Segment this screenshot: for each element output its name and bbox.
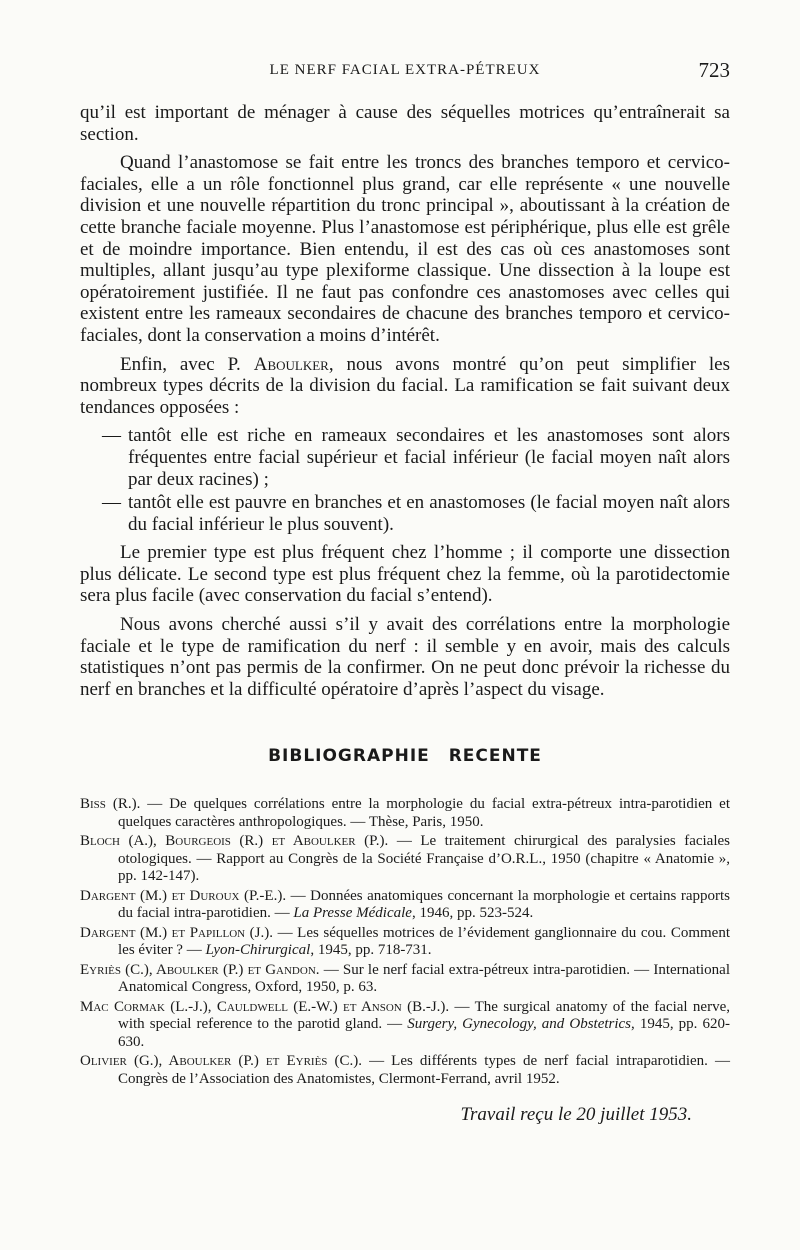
reference-authors: Mac Cormak (L.-J.), Cauldwell (E.-W.) et Anson (B.-J.). xyxy=(80,998,450,1015)
running-head xyxy=(80,58,730,86)
page-number: 723 xyxy=(698,58,730,82)
body-text xyxy=(80,102,730,700)
paragraph-3 xyxy=(80,354,730,419)
reference-text: — Sur le nerf facial extra-pétreux intra-parotidien. — International Anatomical Congress, Oxford, 1950, p. 63. xyxy=(118,961,730,996)
paragraph-3-start: Enfin, avec P. xyxy=(120,353,241,375)
reference-text: — De quelques corrélations entre la morphologie du facial extra-pétreux intra-parotidien et quelques caractères anthropologiques. — Thèse, Paris, 1950. xyxy=(118,796,730,830)
reference-item xyxy=(80,1053,730,1088)
list-item xyxy=(80,492,730,535)
paragraph-2: Quand l’anastomose se fait entre les troncs des branches temporo et cervico-faciales, elle a un rôle fonctionnel plus grand, car elle représente « une nouvelle division et une nouvelle répartition du tronc principal », aboutissant à la création de cette branche faciale moyenne. Plus l’anastomose est périphérique, plus elle est grêle et de moindre importance. Bien entendu, il est des cas où ces anastomoses sont multiples, allant jusqu’au type plexiforme classique. Une dissection à la loupe est opératoirement justifiée. Il ne faut pas confondre ces anastomoses avec celles qui existent entre les rameaux secondaires de chacune des branches temporo et cervico-faciales, dont la conservation a moins d’intérêt. xyxy=(80,152,730,346)
reference-authors: Biss (R.). xyxy=(80,796,141,813)
paragraph-1: qu’il est important de ménager à cause des séquelles motrices qu’entraînerait sa section. xyxy=(80,102,730,145)
list-item-text: tantôt elle est pauvre en branches et en anastomoses (le facial moyen naît alors du facial inférieur le plus souvent). xyxy=(128,492,730,535)
bibliography-heading-word-2: RECENTE xyxy=(448,746,542,767)
reference-item xyxy=(80,962,730,997)
reference-authors: Eyriès (C.), Aboulker (P.) et Gandon. xyxy=(80,961,320,978)
list-item-text: tantôt elle est riche en rameaux secondaires et les anastomoses sont alors fréquentes entre facial supérieur et facial inférieur (le facial moyen naît alors par deux racines) ; xyxy=(128,425,730,490)
reference-text: — Les différents types de nerf facial intraparotidien. — Congrès de l’Association des Anatomistes, Clermont-Ferrand, avril 1952. xyxy=(118,1053,730,1087)
received-date-note: Travail reçu le 20 juillet 1953. xyxy=(460,1104,692,1126)
reference-authors: Olivier (G.), Aboulker (P.) et Eyriès (C.). xyxy=(80,1053,362,1070)
reference-tail: , 1945, pp. 718-731. xyxy=(310,942,432,959)
bibliography-list xyxy=(80,796,730,1088)
reference-item xyxy=(80,999,730,1052)
reference-item xyxy=(80,833,730,886)
reference-item xyxy=(80,925,730,960)
reference-text: — Les séquelles motrices de l’évidement ganglionnaire du cou. Comment les éviter ? — xyxy=(118,924,730,959)
dash-marker: — xyxy=(102,492,121,514)
reference-authors: Dargent (M.) et Papillon (J.). xyxy=(80,924,274,941)
reference-authors: Bloch (A.), Bourgeois (R.) et Aboulker (P.). xyxy=(80,833,389,850)
reference-authors: Dargent (M.) et Duroux (P.-E.). xyxy=(80,887,287,904)
reference-text: — The surgical anatomy of the facial nerve, with special reference to the parotid gland. — xyxy=(118,998,730,1033)
dash-marker: — xyxy=(102,425,121,447)
reference-journal: Surgery, Gynecology, and Obstetrics xyxy=(407,1016,632,1033)
author-name: Aboulker xyxy=(253,353,329,375)
paragraph-3-end: , nous avons montré qu’on peut simplifier les nombreux types décrits de la division du facial. La ramification se fait suivant deux tendances opposées : xyxy=(80,353,731,418)
bibliography-heading-word-1: BIBLIOGRAPHIE xyxy=(268,746,430,767)
reference-journal: La Presse Médicale xyxy=(293,905,412,922)
list-item xyxy=(80,425,730,490)
running-title: LE NERF FACIAL EXTRA-PÉTREUX xyxy=(269,62,541,78)
reference-item xyxy=(80,796,730,831)
bibliography-heading xyxy=(80,746,730,766)
dash-list xyxy=(80,425,730,535)
reference-journal: Lyon-Chirurgical xyxy=(205,942,311,959)
reference-text: — Le traitement chirurgical des paralysies faciales otologiques. — Rapport au Congrès de la Société Française d’O.R.L., 1950 (chapitre « Anatomie », pp. 142-147). xyxy=(118,833,730,885)
article-page xyxy=(80,58,730,1126)
paragraph-4: Le premier type est plus fréquent chez l’homme ; il comporte une dissection plus délicate. Le second type est plus fréquent chez la femme, où la parotidectomie sera plus facile (avec conservation du facial s’entend). xyxy=(80,542,730,607)
reference-tail: , 1946, pp. 523-524. xyxy=(411,905,534,922)
reference-text: — Données anatomiques concernant la morphologie et certains rapports du facial intra-parotidien. — xyxy=(118,887,730,922)
paragraph-5: Nous avons cherché aussi s’il y avait des corrélations entre la morphologie faciale et le type de ramification du nerf : il semble y en avoir, mais des calculs statistiques n’ont pas permis de la confirmer. On ne peut donc prévoir la richesse du nerf en branches et la difficulté opératoire d’après l’aspect du visage. xyxy=(80,614,730,700)
reference-item xyxy=(80,888,730,923)
reference-tail: , 1945, pp. 620-630. xyxy=(118,1016,730,1050)
